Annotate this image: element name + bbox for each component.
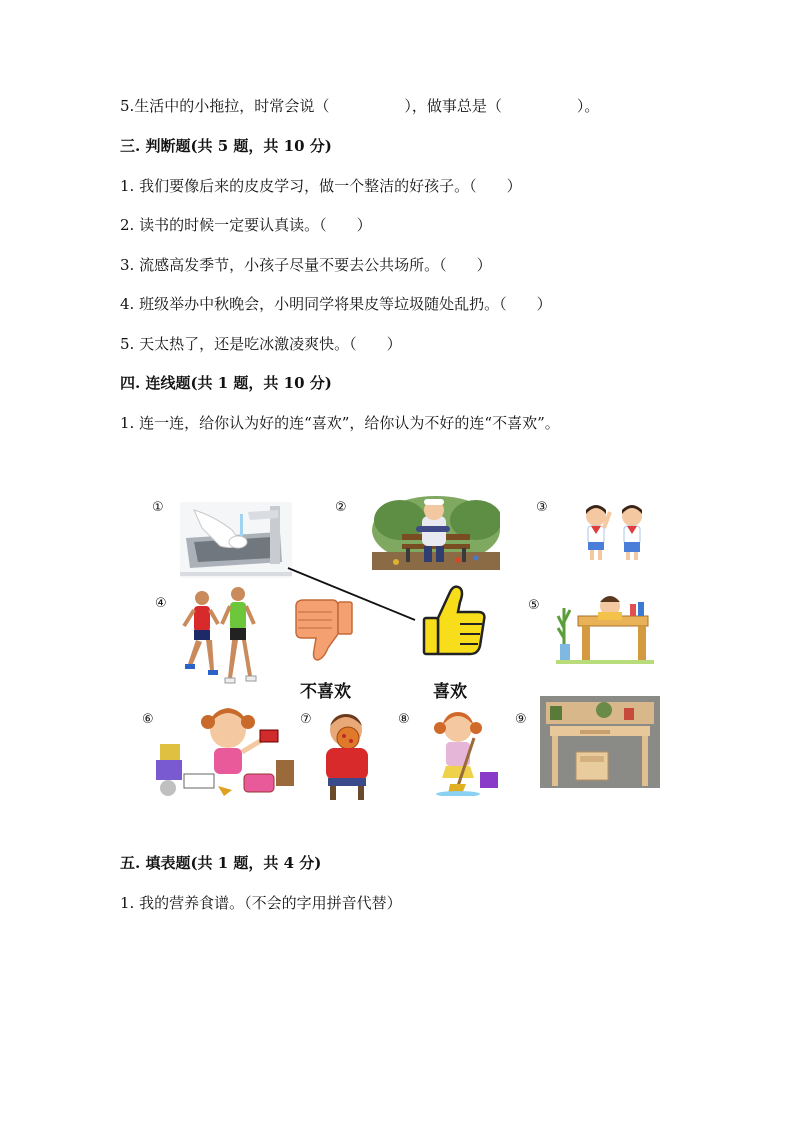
like-label: 喜欢 bbox=[433, 682, 467, 702]
match-number-4: ④ bbox=[155, 596, 167, 611]
judge-q2: 2. 读书的时候一定要认真读。（ ） bbox=[120, 216, 372, 234]
judge-q1: 1. 我们要像后来的皮皮学习，做一个整洁的好孩子。（ ） bbox=[120, 177, 522, 195]
messy-room-girl-picture bbox=[154, 700, 298, 798]
match-number-8: ⑧ bbox=[398, 712, 410, 727]
judge-q3: 3. 流感高发季节，小孩子尽量不要去公共场所。（ ） bbox=[120, 256, 492, 274]
match-q1: 1. 连一连，给你认为好的连“喜欢”，给你认为不好的连“不喜欢”。 bbox=[120, 414, 560, 432]
clean-desk-picture bbox=[540, 696, 660, 788]
match-number-5: ⑤ bbox=[528, 598, 540, 613]
dislike-label: 不喜欢 bbox=[300, 682, 351, 702]
match-number-7: ⑦ bbox=[300, 712, 312, 727]
desk-sleeping-picture bbox=[556, 588, 654, 664]
judge-q5: 5. 天太热了，还是吃冰激凌爽快。（ ） bbox=[120, 335, 402, 353]
section-5-heading: 五. 填表题(共 1 题，共 4 分) bbox=[120, 854, 322, 872]
match-number-2: ② bbox=[335, 500, 347, 515]
table-q1: 1. 我的营养食谱。（不会的字用拼音代替） bbox=[120, 894, 402, 912]
section-3-heading: 三. 判断题(共 5 题，共 10 分) bbox=[120, 137, 332, 155]
match-number-6: ⑥ bbox=[142, 712, 154, 727]
judge-q4: 4. 班级举办中秋晚会，小明同学将果皮等垃圾随处乱扔。（ ） bbox=[120, 295, 552, 313]
girl-sweeping-picture bbox=[428, 708, 504, 796]
match-number-1: ① bbox=[152, 500, 164, 515]
match-number-3: ③ bbox=[536, 500, 548, 515]
section-4-heading: 四. 连线题(共 1 题，共 10 分) bbox=[120, 374, 332, 392]
match-number-9: ⑨ bbox=[515, 712, 527, 727]
q5-fill-blank: 5.生活中的小拖拉，时常会说（ ），做事总是（ ）。 bbox=[120, 97, 600, 115]
boy-eating-picture bbox=[318, 708, 376, 802]
